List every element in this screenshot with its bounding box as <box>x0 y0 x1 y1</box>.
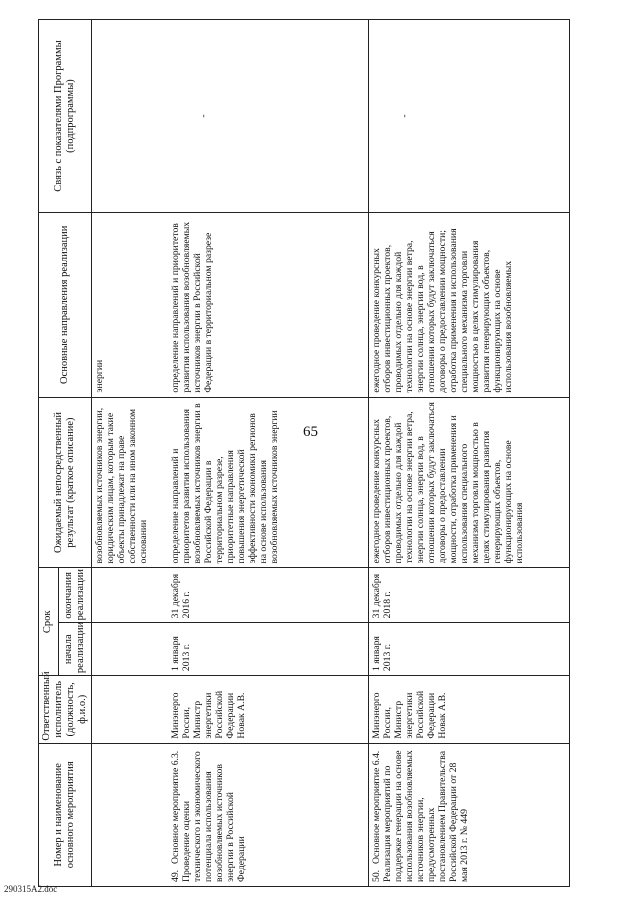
cell-link <box>369 20 570 213</box>
table-row-continuation <box>92 20 169 887</box>
header-link: Связь с показателями Программы (подпрограммы) <box>39 20 92 213</box>
header-number-name: Номер и наименование основного мероприятия <box>39 743 92 886</box>
cell-result: определение направлений и приоритетов развития использования возобновляемых источников энергии в Российской Федерации в территориальном разрезе, приоритетные направления повышения энергетической эффективности экономики регионов на основе использования возобновляемых источников энергии <box>168 397 369 568</box>
cell-result <box>369 397 570 568</box>
row-number: 50. <box>371 869 382 882</box>
cell-executor: Минэнерго России, Министр энергетики Российской Федерации Новак А.В. <box>369 676 570 744</box>
cell-number-name <box>168 743 369 886</box>
cell-empty <box>92 676 169 744</box>
page-number: 65 <box>303 424 318 440</box>
cell-empty <box>92 623 169 676</box>
link-dash: - <box>198 114 209 118</box>
header-result: Ожидаемый непосредственный результат (краткое описание) <box>39 397 92 568</box>
cell-directions-continued: энергии <box>92 213 169 398</box>
cell-end: 31 декабря 2016 г. <box>168 568 369 623</box>
cell-empty <box>92 568 169 623</box>
program-table <box>38 19 570 887</box>
cell-start: 1 января 2013 г. <box>168 623 369 676</box>
table-row <box>369 20 570 887</box>
cell-directions <box>369 213 570 398</box>
cell-link <box>168 20 369 213</box>
header-directions: Основные направления реализации <box>39 213 92 398</box>
cell-directions: определение направлений и приоритетов развития использования возобновляемых источников энергии в Российской Федерации в территориальном разрезе <box>168 213 369 398</box>
result-text: ежегодное проведение конкурсных отборов инвестиционных проектов, проводимых отдельно для каждой технологии на основе энергии ветра, энергии солнца, энергии вод, в отношении которых будут заключаться договоры о предоставлении мощности, отработка применения и использования специального механизма торговли мощностью в целях стимулирования развития генерирующих объектов, функционирующих на основе использования <box>371 402 525 564</box>
row-name: Основное мероприятие 6.3. Проведение оценки технического и экономического потенциала использования возобновляемых источников энергии в Российской Федерации <box>170 750 247 882</box>
cell-end: 31 декабря 2018 г. <box>369 568 570 623</box>
header-end: окончания реализации <box>58 568 91 623</box>
header-start: начала реализации <box>58 623 91 676</box>
header-term: Срок <box>39 568 59 676</box>
cell-empty <box>92 20 169 213</box>
cell-executor: Минэнерго России, Министр энергетики Российской Федерации Новак А.В. <box>168 676 369 744</box>
row-number: 49. <box>170 869 181 882</box>
cell-empty <box>92 743 169 886</box>
header-executor: Ответственный исполнитель (должность, ф.и.о.) <box>39 676 92 744</box>
link-dash: - <box>399 114 410 118</box>
table-row <box>168 20 369 887</box>
row-name: Основное мероприятие 6.4. Реализация мероприятий по поддержке генерации на основе использования возобновляемых источников энергии, предусмотренных постановлением Правительства Российской Федерации от 28 мая 2013 г. № 449 <box>371 750 470 882</box>
footer-filename: 290315A2.doc <box>4 884 58 894</box>
cell-result-continued: возобновляемых источников энергии, юридическим лицам, которым такие объекты принадлежат на праве собственности или на ином законном основании <box>92 397 169 568</box>
directions-text: ежегодное проведение конкурсных отборов инвестиционных проектов, проводимых отдельно для каждой технологии на основе энергии ветра, энергии солнца, энергии вод, в отношении которых будут заключаться договоры о предоставлении мощности; отработка применения и использования специального механизма торговли мощностью в целях стимулирования развития генерирующих объектов, функционирующих на основе использования возобновляемых <box>371 228 514 393</box>
cell-number-name <box>369 743 570 886</box>
rotated-table-area <box>38 19 580 887</box>
cell-start: 1 января 2013 г. <box>369 623 570 676</box>
